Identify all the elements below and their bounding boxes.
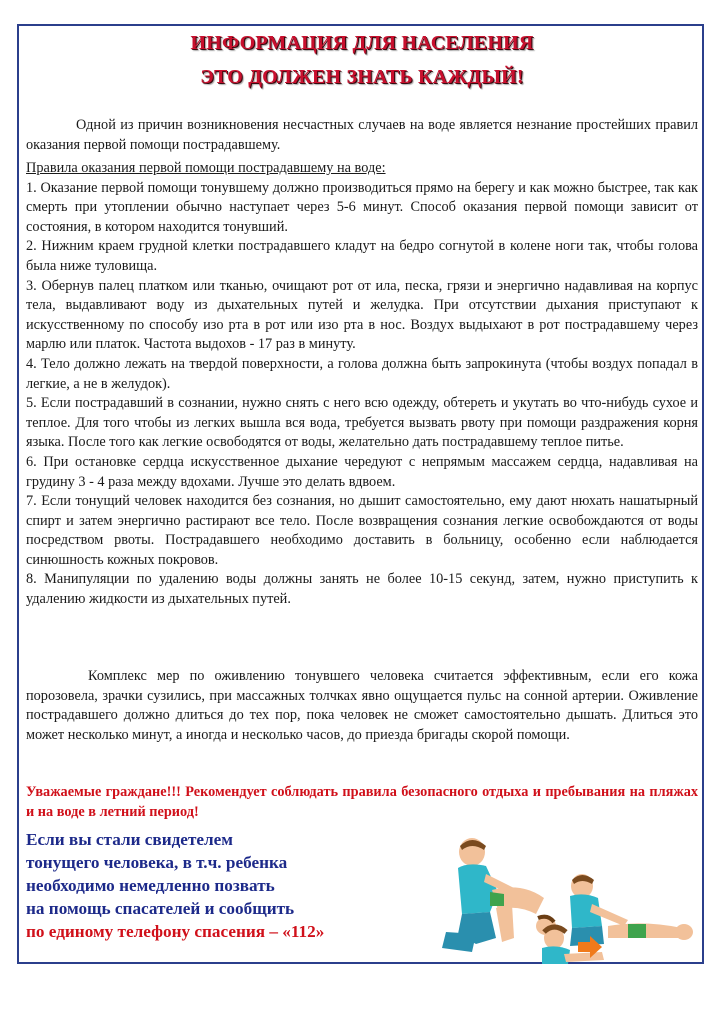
rule-item-1: 1. Оказание первой помощи тонувшему должно производиться прямо на берегу и как можно быстрее, так как смерть при утоплении обычно наступает через 5-6 минут. Способ оказания первой помощи зависит от состояния, в котором находится тонувший. [26, 179, 698, 235]
rule-item-6: 6. При остановке сердца искусственное дыхание чередуют с непрямым массажем сердца, надавливая на грудину 3 - 4 раза между вдохами. Лучше это делать вдвоем. [26, 453, 698, 490]
first-aid-illustration [432, 834, 700, 964]
cta-line-2: тонущего человека, в т.ч. ребенка [26, 853, 288, 872]
cta-line-4: на помощь спасателей и сообщить [26, 899, 295, 918]
page-subtitle: ЭТО ДОЛЖЕН ЗНАТЬ КАЖДЫЙ! [200, 66, 524, 88]
rule-item-2: 2. Нижним краем грудной клетки пострадавшего кладут на бедро согнутой в колене ноги так, чтобы голова была ниже туловища. [26, 238, 698, 274]
resuscitation-paragraph: Комплекс мер по оживлению тонувшего человека считается эффективным, если его кожа порозовела, зрачки сузились, при массажных толчках явно ощущается пульс на сонной артерии. Оживление пострадавшего должно длиться до тех пор, пока человек не сможет самостоятельно дышать. Длиться это может несколько минут, а иногда и несколько часов, до приезда бригады скорой помощи. [26, 668, 698, 743]
cta-line-5-phone: по единому телефону спасения – «112» [26, 922, 325, 941]
emergency-call-block [26, 828, 446, 943]
first-aid-rules [26, 159, 698, 610]
rule-item-8: 8. Манипуляции по удалению воды должны занять не более 10-15 секунд, затем, нужно приступить к удалению жидкости из дыхательных путей. [26, 571, 698, 608]
page-title: ИНФОРМАЦИЯ ДЛЯ НАСЕЛЕНИЯ [190, 32, 534, 54]
cta-line-3: необходимо немедленно позвать [26, 876, 275, 895]
rules-heading: Правила оказания первой помощи пострадавшему на воде: [26, 160, 386, 176]
rule-item-5: 5. Если пострадавший в сознании, нужно снять с него всю одежду, обтереть и укутать во что-нибудь сухое и теплое. Для того чтобы из легких вышла вся вода, требуется вызвать рвоту при помощи раздражения корня языка. После того как легкие освободятся от воды, желательно дать пострадавшему теплое питье. [26, 395, 698, 451]
rule-item-7: 7. Если тонущий человек находится без сознания, но дышит самостоятельно, ему дают нюхать нашатырный спирт и затем энергично растирают все тело. После возвращения сознания легкие освобождаются от воды посредством рвоты. Пострадавшего необходимо доставить в больницу, особенно если наблюдается синюшность кожных покровов. [26, 493, 698, 568]
rule-item-4: 4. Тело должно лежать на твердой поверхности, а голова должна быть запрокинута (чтобы воздух попадал в легкие, а не в желудок). [26, 355, 698, 392]
cta-line-1: Если вы стали свидетелем [26, 830, 233, 849]
rule-item-3: 3. Обернув палец платком или тканью, очищают рот от ила, песка, грязи и энергично надавливая на корпус тела, выдавливают воду из дыхательных путей и желудка. При отсутствии дыхания приступают к искусственному по способу изо рта в рот или изо рта в нос. Воздух выдыхают в рот пострадавшему через марлю или платок. Частота выдохов - 17 раз в минуту. [26, 277, 698, 353]
intro-paragraph: Одной из причин возникновения несчастных случаев на воде является незнание простейших правил оказания первой помощи пострадавшему. [26, 117, 698, 153]
victim-lying-figure [608, 923, 693, 940]
citizens-appeal: Уважаемые граждане!!! Рекомендует соблюдать правила безопасного отдыха и пребывания на пляжах и на воде в летний период! [26, 784, 698, 820]
